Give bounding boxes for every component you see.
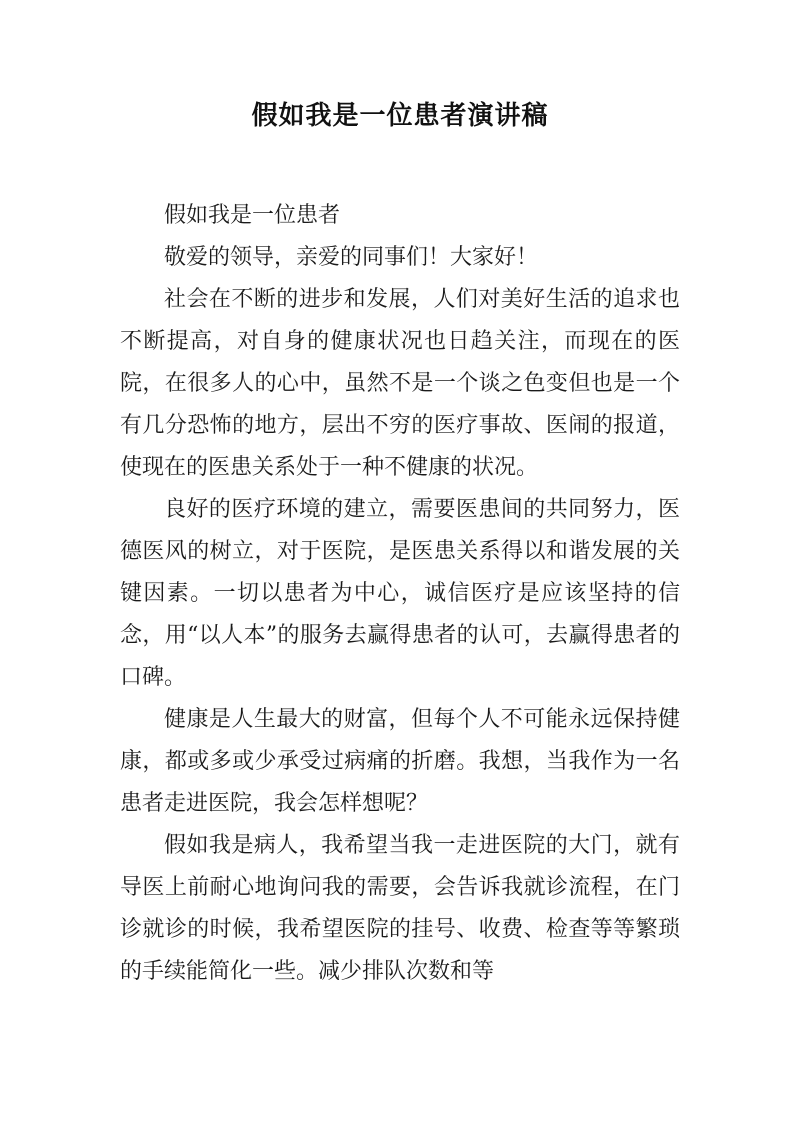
document-title: 假如我是一位患者演讲稿: [251, 101, 549, 131]
paragraph: 社会在不断的进步和发展，人们对美好生活的追求也不断提高，对自身的健康状况也日趋关注，而现在的医院，在很多人的心中，虽然不是一个谈之色变但也是一个有几分恐怖的地方，层出不穷的医疗事故、医闹的报道，使现在的医患关系处于一种不健康的状况。: [120, 287, 680, 480]
paragraph-subtitle: 假如我是一位患者: [164, 203, 341, 228]
paragraph-greeting: 敬爱的领导，亲爱的同事们！大家好！: [164, 245, 539, 270]
paragraph: 良好的医疗环境的建立，需要医患间的共同努力，医德医风的树立，对于医院，是医患关系得以和谐发展的关键因素。一切以患者为中心，诚信医疗是应该坚持的信念，用“以人本”的服务去赢得患者的认可，去赢得患者的口碑。: [120, 497, 680, 690]
document-body: [120, 195, 680, 993]
paragraph: 假如我是病人，我希望当我一走进医院的大门，就有导医上前耐心地询问我的需要，会告诉我就诊流程，在门诊就诊的时候，我希望医院的挂号、收费、检查等等繁琐的手续能简化一些。减少排队次数和等: [120, 833, 680, 984]
paragraph: 健康是人生最大的财富，但每个人不可能永远保持健康，都或多或少承受过病痛的折磨。我想，当我作为一名患者走进医院，我会怎样想呢？: [120, 707, 680, 816]
